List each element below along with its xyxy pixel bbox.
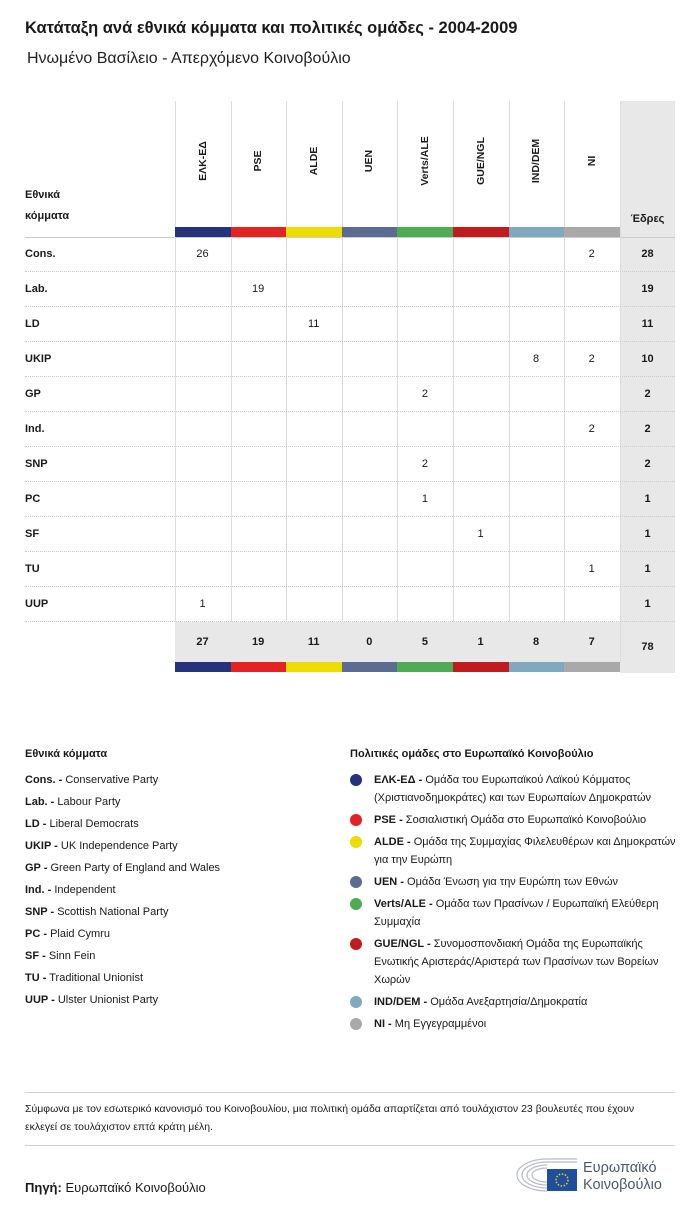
party-name: Liberal Democrats — [49, 818, 139, 830]
group-abbr: ΕΛΚ-ΕΔ - — [374, 774, 423, 786]
party-label: LD — [25, 318, 40, 330]
source-value: Ευρωπαϊκό Κοινοβούλιο — [65, 1180, 206, 1195]
group-total: 27 — [196, 636, 209, 648]
seat-count: 11 — [307, 318, 320, 330]
table-row — [25, 237, 675, 272]
party-label: Lab. — [25, 283, 48, 295]
group-header-label: ALDE — [307, 146, 320, 176]
footnote: Σύμφωνα με τον εσωτερικό κανονισμό του Κοινοβουλίου, μια πολιτική ομάδα απαρτίζεται από τουλάχιστον 23 βουλευτές που έχουν εκλεγεί σε τουλάχιστον επτά κράτη μέλη. — [25, 1103, 635, 1133]
table-row — [25, 412, 675, 447]
party-name: Green Party of England and Wales — [50, 862, 221, 874]
seat-count: 2 — [588, 353, 595, 365]
group-color-bar — [175, 662, 231, 672]
group-legend-item — [350, 833, 680, 869]
party-legend-item — [25, 901, 168, 923]
seats-header: Έδρες — [630, 213, 665, 225]
group-total: 0 — [366, 636, 373, 648]
party-abbr: Lab. - — [25, 796, 55, 808]
party-legend-item — [25, 857, 220, 879]
row-total: 19 — [641, 283, 654, 295]
seat-count: 1 — [421, 493, 428, 505]
party-label: GP — [25, 388, 41, 400]
group-abbr: Verts/ALE - — [374, 898, 433, 910]
group-color-bar — [509, 227, 565, 237]
party-abbr: GP - — [25, 862, 48, 874]
page-subtitle: Ηνωμένο Βασίλειο - Απερχόμενο Κοινοβούλιο — [27, 50, 351, 67]
group-header — [175, 101, 230, 227]
seat-count: 2 — [421, 458, 428, 470]
group-color-bar — [397, 227, 453, 237]
party-label: SF — [25, 528, 40, 540]
group-header-label: UEN — [363, 149, 376, 173]
party-name: Labour Party — [57, 796, 121, 808]
group-color-bar — [564, 662, 620, 672]
group-name: Ομάδα του Ευρωπαϊκού Λαϊκού Κόμματος (Χριστιανοδημοκράτες) και των Ευρωπαίων Δημοκρατών — [374, 774, 652, 804]
group-name: Ομάδα Ένωση για την Ευρώπη των Εθνών — [407, 876, 619, 888]
group-abbr: PSE - — [374, 814, 403, 826]
row-total: 1 — [644, 598, 651, 610]
group-header-label: PSE — [252, 150, 265, 172]
party-abbr: SNP - — [25, 906, 55, 918]
group-header — [564, 101, 619, 227]
group-color-bar — [175, 227, 231, 237]
seat-count: 1 — [477, 528, 484, 540]
group-name: Ομάδα των Πρασίνων / Ευρωπαϊκή Ελεύθερη Συμμαχία — [374, 898, 659, 928]
row-total: 1 — [644, 528, 651, 540]
page-title: Κατάταξη ανά εθνικά κόμματα και πολιτικές ομάδες - 2004-2009 — [25, 19, 518, 37]
party-abbr: Cons. - — [25, 774, 63, 786]
table-row — [25, 342, 675, 377]
group-color-bar — [231, 227, 287, 237]
group-abbr: UEN - — [374, 876, 404, 888]
group-header — [453, 101, 508, 227]
group-total: 1 — [477, 636, 484, 648]
seat-count: 1 — [199, 598, 206, 610]
seat-count: 2 — [588, 248, 595, 260]
row-total: 1 — [644, 563, 651, 575]
seat-count: 2 — [421, 388, 428, 400]
group-color-dot-icon — [350, 938, 362, 950]
group-legend-item — [350, 993, 680, 1011]
row-total: 2 — [644, 388, 651, 400]
group-total: 11 — [307, 636, 320, 648]
group-name: Μη Εγγεγραμμένοι — [394, 1018, 487, 1030]
seat-count: 19 — [251, 283, 265, 295]
party-name: Traditional Unionist — [49, 972, 143, 984]
party-abbr: PC - — [25, 928, 47, 940]
group-header — [509, 101, 564, 227]
party-label: Ind. — [25, 423, 45, 435]
party-abbr: UKIP - — [25, 840, 58, 852]
party-abbr: TU - — [25, 972, 47, 984]
divider — [25, 1145, 675, 1146]
source — [25, 1180, 206, 1195]
group-legend-item — [350, 895, 680, 931]
party-legend-item — [25, 945, 95, 967]
group-total: 7 — [588, 636, 595, 648]
group-color-bar — [286, 662, 342, 672]
table-row — [25, 377, 675, 412]
group-header — [286, 101, 341, 227]
group-color-bar — [453, 662, 509, 672]
seat-count: 1 — [588, 563, 595, 575]
group-name: Σοσιαλιστική Ομάδα στο Ευρωπαϊκό Κοινοβούλιο — [405, 814, 647, 826]
source-label: Πηγή: — [25, 1180, 62, 1195]
row-total: 28 — [641, 248, 654, 260]
group-header-label: Verts/ALE — [418, 136, 431, 186]
row-total: 2 — [644, 423, 651, 435]
parties-legend-title: Εθνικά κόμματα — [25, 748, 108, 760]
party-abbr: LD - — [25, 818, 47, 830]
table-row — [25, 447, 675, 482]
group-header — [231, 101, 286, 227]
party-label: TU — [25, 563, 40, 575]
party-legend-item — [25, 835, 178, 857]
seats-table — [25, 101, 675, 673]
group-legend-item — [350, 1015, 680, 1033]
table-row — [25, 482, 675, 517]
group-legend-item — [350, 935, 680, 989]
row-total: 10 — [641, 353, 654, 365]
group-color-dot-icon — [350, 1018, 362, 1030]
group-total: 5 — [421, 636, 428, 648]
party-legend-item — [25, 813, 139, 835]
group-header-label: NI — [585, 155, 598, 167]
party-label: UUP — [25, 598, 49, 610]
row-total: 2 — [644, 458, 651, 470]
logo-line2: Κοινοβούλιο — [583, 1177, 662, 1193]
group-color-bar — [509, 662, 565, 672]
row-total: 1 — [644, 493, 651, 505]
party-name: Ulster Unionist Party — [57, 994, 159, 1006]
group-color-bar — [397, 662, 453, 672]
group-name: Ομάδα Ανεξαρτησία/Δημοκρατία — [430, 996, 588, 1008]
party-label: UKIP — [25, 353, 52, 365]
seat-count: 26 — [196, 248, 209, 260]
group-header — [342, 101, 397, 227]
party-legend-item — [25, 879, 116, 901]
seat-count: 2 — [588, 423, 595, 435]
party-name: Conservative Party — [65, 774, 159, 786]
group-color-bar — [231, 662, 287, 672]
group-abbr: GUE/NGL - — [374, 938, 431, 950]
party-legend-item — [25, 769, 158, 791]
group-color-dot-icon — [350, 876, 362, 888]
group-header-label: IND/DEM — [530, 138, 543, 184]
logo-line1: Ευρωπαϊκό — [583, 1160, 657, 1176]
group-name: Συνομοσπονδιακή Ομάδα της Ευρωπαϊκής Ενωτικής Αριστεράς/Αριστερά των Πρασίνων των Βορείων Χωρών — [374, 938, 659, 986]
group-header-label: ΕΛΚ-ΕΔ — [196, 141, 209, 181]
group-color-dot-icon — [350, 996, 362, 1008]
logo-text — [583, 1160, 662, 1194]
party-abbr: Ind. - — [25, 884, 52, 896]
table-row — [25, 517, 675, 552]
group-color-bar — [453, 227, 509, 237]
table-row — [25, 552, 675, 587]
groups-legend-title: Πολιτικές ομάδες στο Ευρωπαϊκό Κοινοβούλιο — [350, 748, 594, 760]
party-legend-item — [25, 989, 158, 1011]
party-name: Plaid Cymru — [50, 928, 110, 940]
party-label: SNP — [25, 458, 48, 470]
group-legend-item — [350, 873, 680, 891]
group-header-label: GUE/NGL — [474, 137, 487, 185]
table-row — [25, 272, 675, 307]
group-color-dot-icon — [350, 836, 362, 848]
grand-total: 78 — [641, 641, 654, 653]
party-abbr: UUP - — [25, 994, 55, 1006]
group-color-bar — [342, 662, 398, 672]
party-name: Scottish National Party — [57, 906, 169, 918]
group-abbr: ALDE - — [374, 836, 411, 848]
table-row — [25, 587, 675, 622]
row-total: 11 — [641, 318, 654, 330]
party-legend-item — [25, 923, 110, 945]
party-legend-item — [25, 967, 143, 989]
seat-count: 8 — [533, 353, 540, 365]
party-legend-item — [25, 791, 120, 813]
group-color-dot-icon — [350, 814, 362, 826]
group-color-bar — [564, 227, 620, 237]
group-legend-item — [350, 811, 680, 829]
party-label: PC — [25, 493, 41, 505]
row-header: Εθνικά κόμματα — [25, 189, 70, 222]
group-abbr: NI - — [374, 1018, 392, 1030]
group-color-dot-icon — [350, 774, 362, 786]
group-color-bar — [286, 227, 342, 237]
party-name: UK Independence Party — [60, 840, 178, 852]
group-name: Ομάδα της Συμμαχίας Φιλελευθέρων και Δημοκρατών για την Ευρώπη — [374, 836, 676, 866]
divider — [25, 1092, 675, 1093]
group-color-bar — [342, 227, 398, 237]
party-label: Cons. — [25, 248, 56, 260]
party-name: Sinn Fein — [48, 950, 96, 962]
group-legend-item — [350, 771, 680, 807]
group-total: 19 — [251, 636, 265, 648]
groups-legend — [350, 771, 680, 1037]
group-color-dot-icon — [350, 898, 362, 910]
group-total: 8 — [533, 636, 540, 648]
party-abbr: SF - — [25, 950, 46, 962]
party-name: Independent — [54, 884, 116, 896]
group-header — [397, 101, 452, 227]
table-row — [25, 307, 675, 342]
group-abbr: IND/DEM - — [374, 996, 428, 1008]
